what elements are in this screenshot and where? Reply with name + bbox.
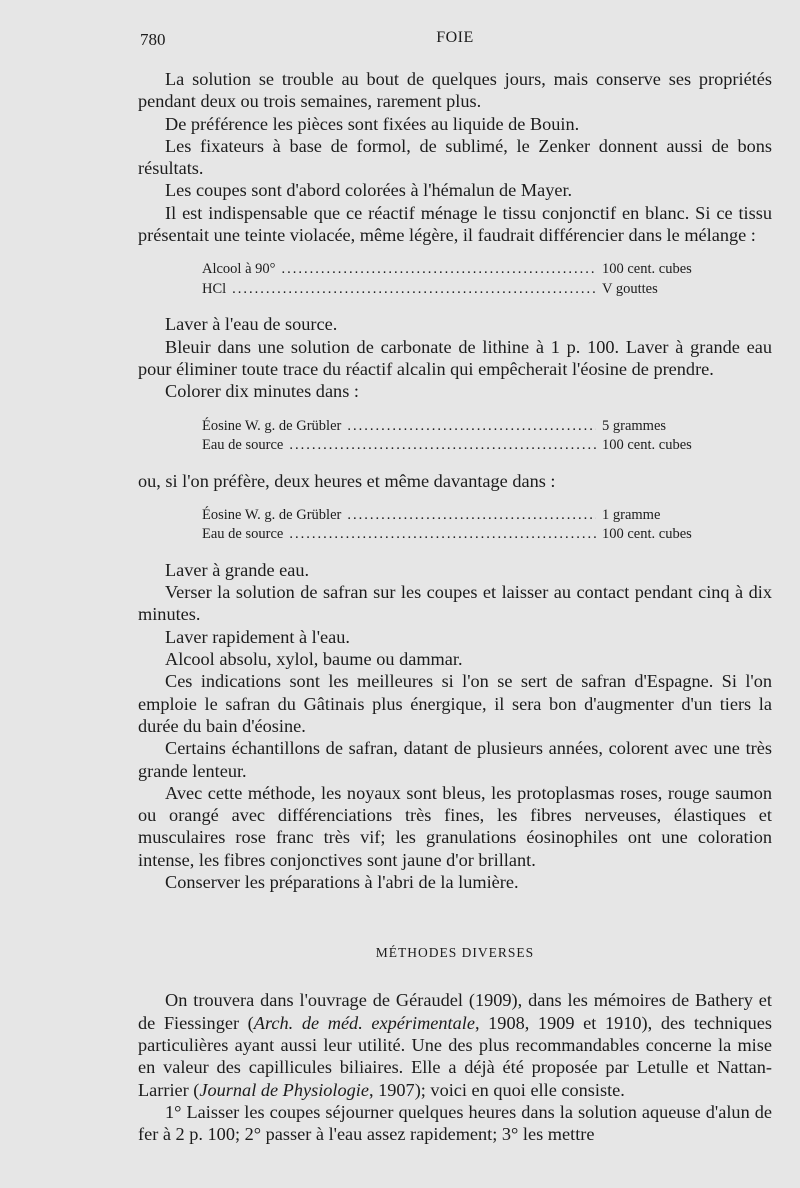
- recipe-row: [202, 417, 712, 437]
- leader-dots: [289, 436, 596, 456]
- paragraph-6: Laver à l'eau de source.: [165, 314, 338, 335]
- leader-dots: [289, 525, 596, 545]
- leader-dots: [232, 280, 596, 300]
- ingredient-quantity: 100 cent. cubes: [602, 261, 692, 278]
- ingredient-name: HCl: [202, 280, 227, 297]
- paragraph-18: [138, 989, 772, 1100]
- ingredient-quantity: 1 gramme: [602, 506, 661, 523]
- text-run: , 1907); voici en quoi elle consiste.: [368, 1079, 625, 1100]
- paragraph-2: De préférence les pièces sont fixées au liquide de Bouin.: [165, 113, 580, 134]
- paragraph-5: Il est indispensable que ce réactif ménage le tissu conjonctif en blanc. Si ce tissu présentait une teinte violacée, même légère, il faudrait différencier dans le mélange :: [138, 202, 772, 246]
- ingredient-quantity: 100 cent. cubes: [602, 437, 692, 454]
- text-run: , 1908, 1909 et 1910), des techniques particulières ayant aussi leur utilité. Une des plus recommandables concerne la mise en valeur des capillicules biliaires. Elle a déjà été proposée par Letulle et Nattan-Larrier (: [138, 1012, 773, 1100]
- recipe-row: [202, 525, 712, 545]
- ingredient-name: Eau de source: [202, 437, 284, 454]
- paragraph-9: ou, si l'on préfère, deux heures et même davantage dans :: [138, 470, 556, 491]
- paragraph-10: Laver à grande eau.: [165, 559, 310, 580]
- paragraph-4: Les coupes sont d'abord colorées à l'hémalun de Mayer.: [165, 180, 573, 201]
- ingredient-quantity: V gouttes: [602, 280, 658, 297]
- ingredient-quantity: 100 cent. cubes: [602, 526, 692, 543]
- page-header: [138, 30, 772, 52]
- paragraph-19: 1° Laisser les coupes séjourner quelques heures dans la solution aqueuse d'alun de fer à 2 p. 100; 2° passer à l'eau assez rapidement; 3° les mettre: [138, 1101, 772, 1145]
- paragraph-14: Ces indications sont les meilleures si l'on se sert de safran d'Espagne. Si l'on emploie le safran du Gâtinais plus énergique, il sera bon d'augmenter d'un tiers la durée du bain d'éosine.: [138, 671, 772, 736]
- leader-dots: [347, 506, 596, 526]
- paragraph-13: Alcool absolu, xylol, baume ou dammar.: [165, 649, 463, 670]
- recipe-row: [202, 280, 712, 300]
- paragraph-11: Verser la solution de safran sur les coupes et laisser au contact pendant cinq à dix minutes.: [138, 582, 772, 625]
- ingredient-name: Eau de source: [202, 526, 284, 543]
- leader-dots: [281, 260, 596, 280]
- paragraph-7: Bleuir dans une solution de carbonate de lithine à 1 p. 100. Laver à grande eau pour éliminer toute trace du réactif alcalin qui empêcherait l'éosine de prendre.: [138, 336, 772, 379]
- recipe-row: [202, 260, 712, 280]
- recipe-row: [202, 506, 712, 526]
- recipe-eosin-short: [202, 417, 712, 456]
- running-head: FOIE: [436, 29, 474, 46]
- paragraph-8: Colorer dix minutes dans :: [165, 381, 359, 402]
- journal-title: Journal de Physiologie: [199, 1079, 369, 1100]
- paragraph-3: Les fixateurs à base de formol, de sublimé, le Zenker donnent aussi de bons résultats.: [138, 135, 772, 179]
- recipe-differentiation: [202, 260, 712, 299]
- ingredient-quantity: 5 grammes: [602, 417, 667, 434]
- ingredient-name: Alcool à 90°: [202, 261, 276, 278]
- paragraph-15: Certains échantillons de safran, datant de plusieurs années, colorent avec une très grande lenteur.: [138, 738, 772, 781]
- paragraph-17: Conserver les préparations à l'abri de la lumière.: [165, 872, 519, 893]
- leader-dots: [347, 417, 596, 437]
- text-run: On trouvera dans l'ouvrage de Géraudel (1909), dans les mémoires de Bathery et de Fiessinger (: [138, 990, 772, 1033]
- ingredient-name: Éosine W. g. de Grübler: [202, 506, 342, 523]
- paragraph-16: Avec cette méthode, les noyaux sont bleus, les protoplasmas roses, rouge saumon ou orangé avec différenciations très fines, les fibres nerveuses, élastiques et musculaires rose franc très vif; les granulations éosinophiles ont une coloration intense, les fibres conjonctives sont jaune d'or brillant.: [138, 782, 772, 870]
- ingredient-name: Éosine W. g. de Grübler: [202, 417, 342, 434]
- paragraph-1: La solution se trouble au bout de quelques jours, mais conserve ses propriétés pendant deux ou trois semaines, rarement plus.: [138, 69, 772, 112]
- paragraph-12: Laver rapidement à l'eau.: [165, 626, 350, 647]
- section-title: MÉTHODES DIVERSES: [375, 945, 535, 961]
- journal-title: Arch. de méd. expérimentale: [253, 1012, 475, 1033]
- recipe-row: [202, 436, 712, 456]
- page-number: 780: [140, 30, 166, 49]
- recipe-eosin-long: [202, 506, 712, 545]
